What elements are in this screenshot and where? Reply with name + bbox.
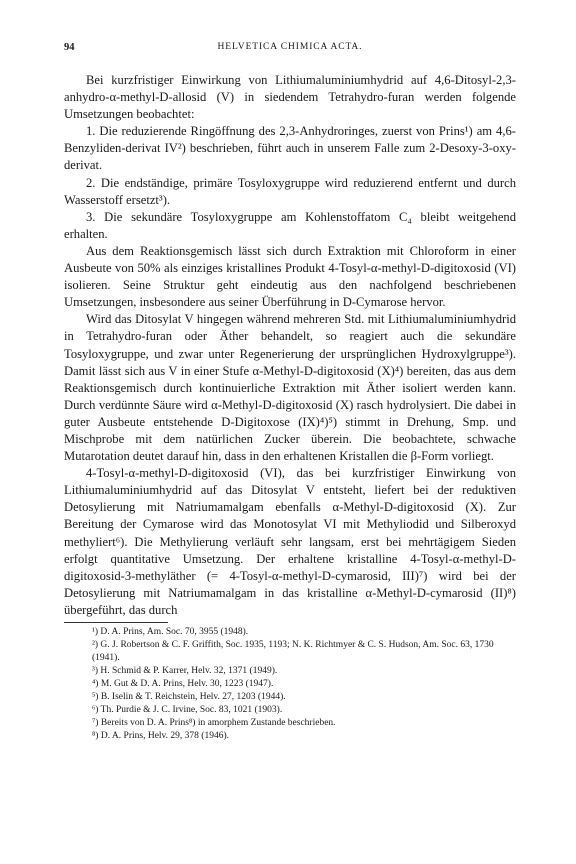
paragraph: 3. Die sekundäre Tosyloxygruppe am Kohlenstoffatom C₄ bleibt weitgehend erhalten. xyxy=(64,209,516,241)
footnote: ⁸) D. A. Prins, Helv. 29, 378 (1946). xyxy=(92,731,230,741)
footnote: ³) H. Schmid & P. Karrer, Helv. 32, 1371 (1949). xyxy=(92,666,278,676)
journal-title: HELVETICA CHIMICA ACTA. xyxy=(217,42,363,52)
footnote: ⁶) Th. Purdie & J. C. Irvine, Soc. 83, 1021 (1903). xyxy=(92,705,283,715)
paragraph: 1. Die reduzierende Ringöffnung des 2,3-Anhydroringes, zuerst von Prins¹) am 4,6-Benzyliden-derivat IV²) beschrieben, führt auch in unserem Falle zum 2-Desoxy-3-oxy-derivat. xyxy=(64,124,516,173)
footnote: ⁵) B. Iselin & T. Reichstein, Helv. 27, 1203 (1944). xyxy=(92,692,286,702)
footnote xyxy=(64,639,516,665)
footnote: ⁴) M. Gut & D. A. Prins, Helv. 30, 1223 (1947). xyxy=(92,679,274,689)
paragraph: Aus dem Reaktionsgemisch lässt sich durch Extraktion mit Chloroform in einer Ausbeute von 50% als einziges kristallines Produkt 4-Tosyl-α-methyl-D-digitoxosid (VI) isolieren. Seine Struktur geht eindeutig aus den nachfolgend beschriebenen Umsetzungen, insbesondere aus seiner Überführung in D-Cymarose hervor. xyxy=(64,243,516,310)
paragraph: Wird das Ditosylat V hingegen während mehreren Std. mit Lithiumaluminiumhydrid in Tetrahydro-furan oder Äther behandelt, so reagiert auch die sekundäre Tosyloxygruppe, und zwar unter Regenerierung der ursprünglichen Hydroxylgruppe³). Damit lässt sich aus V in einer Stufe α-Methyl-D-digitoxosid (X)⁴) bereiten, das aus dem Reaktionsgemisch durch kontinuierliche Extraktion mit Äther isoliert werden kann. Durch verdünnte Säure wird α-Methyl-D-digitoxosid (X) rasch hydrolysiert. Die dabei in guter Ausbeute entstehende D-Digitoxose (IX)⁴)⁵) stimmt in Drehung, Smp. und Mischprobe mit dem natürlichen Zucker überein. Die beobachtete, schwache Mutarotation deutet darauf hin, dass in den erhaltenen Kristallen die β-Form vorliegt. xyxy=(64,312,516,464)
article-body xyxy=(64,72,516,619)
footnote: ⁷) Bereits von D. A. Prins⁸) in amorphem Zustande beschrieben. xyxy=(92,718,336,728)
page-number: 94 xyxy=(64,42,75,53)
paragraph: 4-Tosyl-α-methyl-D-digitoxosid (VI), das bei kurzfristiger Einwirkung von Lithiumaluminiumhydrid auf das Ditosylat V entsteht, liefert bei der reduktiven Detosylierung mit Natriumamalgam ebenfalls α-Methyl-D-digitoxosid (X). Zur Bereitung der Cymarose wird das Monotosylat VI mit Methyliodid und Silberoxyd methyliert⁶). Die Methylierung verläuft sehr langsam, erst bei mehrtägigem Sieden erfolgt quantitative Umsetzung. Der erhaltene kristalline 4-Tosyl-α-methyl-D-digitoxosid-3-methyläther (= 4-Tosyl-α-methyl-D-cymarosid, III)⁷) wird bei der Detosylierung mit Natriumamalgam in das kristalline α-Methyl-D-cymarosid (II)⁸) übergeführt, das durch xyxy=(64,466,516,617)
footnote-divider xyxy=(64,622,168,623)
page xyxy=(64,42,516,743)
footnotes xyxy=(64,626,516,743)
footnote: ¹) D. A. Prins, Am. Soc. 70, 3955 (1948). xyxy=(92,627,249,637)
paragraph: 2. Die endständige, primäre Tosyloxygruppe wird reduzierend entfernt und durch Wasserstoff ersetzt³). xyxy=(64,175,516,207)
paragraph: Bei kurzfristiger Einwirkung von Lithiumaluminiumhydrid auf 4,6-Ditosyl-2,3-anhydro-α-methyl-D-allosid (V) in siedendem Tetrahydro-furan werden folgende Umsetzungen beobachtet: xyxy=(64,73,516,122)
running-header xyxy=(64,42,516,58)
footnote-text: ²) G. J. Robertson & C. F. Griffith, Soc. 1935, 1193; N. K. Richtmyer & C. S. Hudson, Am. Soc. 63, 1730 (1941). xyxy=(92,640,494,663)
